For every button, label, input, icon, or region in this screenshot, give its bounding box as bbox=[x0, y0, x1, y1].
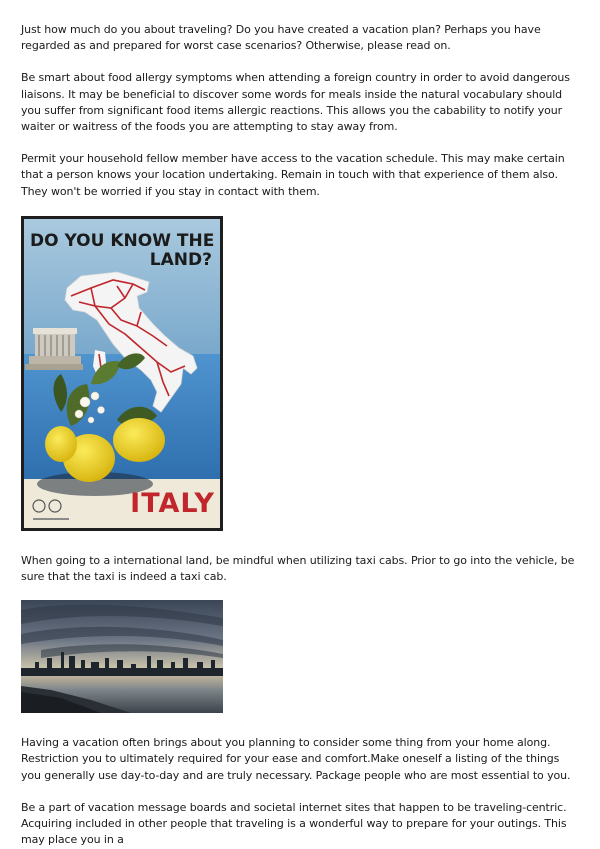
article-body bbox=[21, 22, 581, 848]
poster-headline-line1: DO YOU KNOW THE bbox=[30, 230, 215, 251]
paragraph-schedule: Permit your household fellow member have access to the vacation schedule. This may make certain that a person knows your location undertaking. Remain in touch with that experience of them also. They won't be worried if you stay in contact with them. bbox=[21, 152, 565, 198]
city-skyline-photo bbox=[21, 600, 223, 713]
italy-travel-poster-image bbox=[21, 216, 223, 531]
poster-headline-line2: LAND? bbox=[149, 249, 212, 270]
paragraph-taxi: When going to a international land, be mindful when utilizing taxi cabs. Prior to go into the vehicle, be sure that the taxi is indeed a taxi cab. bbox=[21, 553, 575, 584]
paragraph-packing: Having a vacation often brings about you planning to consider some thing from your home along. Restriction you to ultimately required for your ease and comfort.Make oneself a listing of the things you generally use day-to-day and are truly necessary. Package people who are most essential to you. bbox=[21, 736, 571, 782]
poster-country-title: ITALY bbox=[130, 487, 215, 519]
paragraph-message-boards: Be a part of vacation message boards and societal internet sites that happen to be traveling-centric. Acquiring included in other people that traveling is a wonderful way to prepare for your outings. This may place you in a bbox=[21, 800, 567, 847]
paragraph-food-allergy: Be smart about food allergy symptoms when attending a foreign country in order to avoid dangerous liaisons. It may be beneficial to discover some words for meals inside the natural vocabulary should you suffer from significant food items allergic reactions. This allows you the cabability to notify your waiter or waitress of the foods you are attempting to stay away from. bbox=[21, 71, 570, 134]
paragraph-intro: Just how much do you about traveling? Do you have created a vacation plan? Perhaps you have regarded as and prepared for worst case scenarios? Otherwise, please read on. bbox=[21, 23, 541, 53]
